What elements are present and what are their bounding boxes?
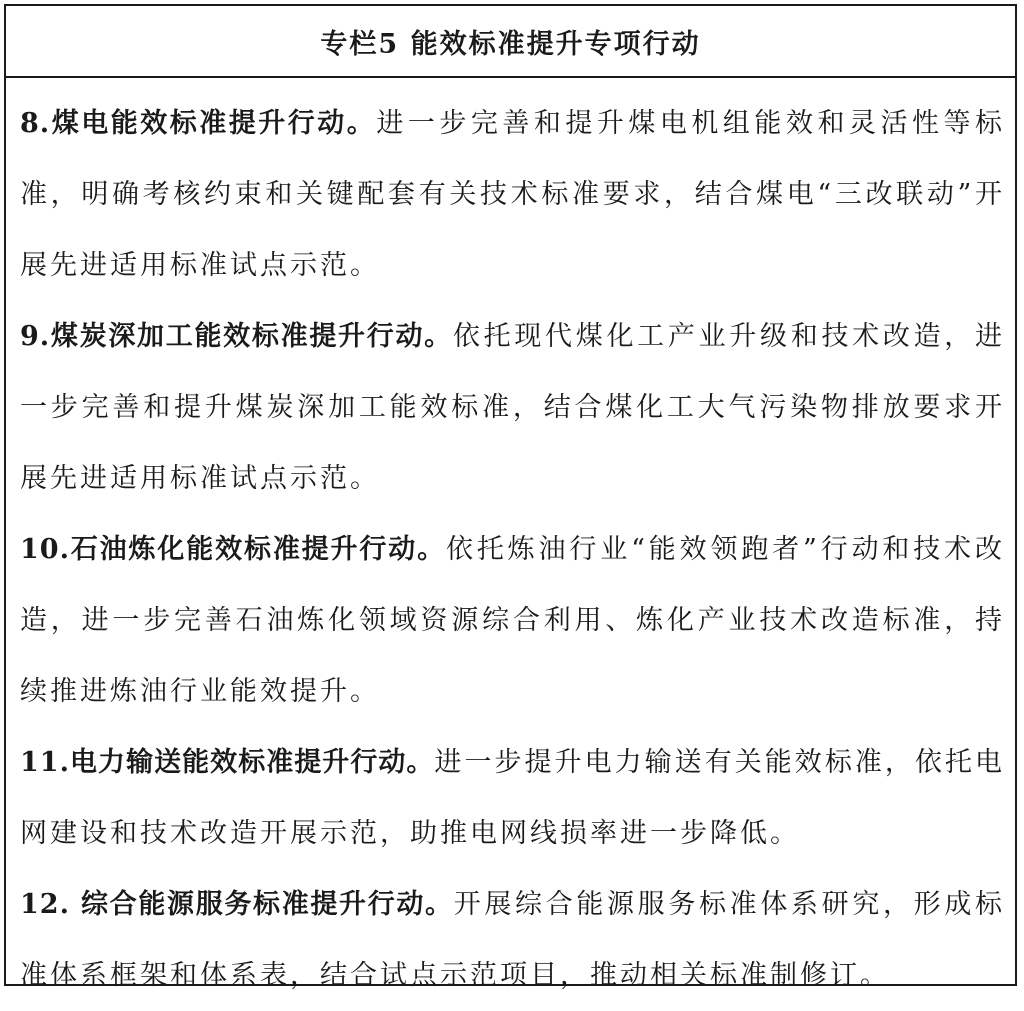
action-item-8 [20, 88, 1005, 301]
special-column-box [4, 4, 1017, 991]
item-title: 12. 综合能源服务标准提升行动。 [20, 889, 454, 920]
action-item-12 [20, 869, 1005, 1011]
item-title: 8.煤电能效标准提升行动。 [20, 108, 377, 139]
item-text: 依托炼油行业“能效领跑者”行动和技术改造，进一步完善石油炼化领域资源综合利用、炼化产业技术改造标准，持续推进炼油行业能效提升。 [20, 534, 1005, 707]
action-item-9 [20, 301, 1005, 514]
box-title: 专栏5 能效标准提升专项行动 [6, 6, 1015, 78]
item-text: 进一步完善和提升煤电机组能效和灵活性等标准，明确考核约束和关键配套有关技术标准要求，结合煤电“三改联动”开展先进适用标准试点示范。 [20, 108, 1006, 281]
item-text: 进一步提升电力输送有关能效标准，依托电网建设和技术改造开展示范，助推电网线损率进一步降低。 [20, 747, 1005, 849]
item-text: 开展综合能源服务标准体系研究，形成标准体系框架和体系表，结合试点示范项目，推动相关标准制修订。 [20, 889, 1005, 991]
action-item-11 [20, 727, 1005, 869]
action-item-10 [20, 514, 1005, 727]
item-title: 11.电力输送能效标准提升行动。 [20, 747, 435, 778]
box-body [6, 78, 1015, 1011]
item-text: 依托现代煤化工产业升级和技术改造，进一步完善和提升煤炭深加工能效标准，结合煤化工大气污染物排放要求开展先进适用标准试点示范。 [20, 321, 1006, 494]
item-title: 10.石油炼化能效标准提升行动。 [20, 534, 446, 565]
item-title: 9.煤炭深加工能效标准提升行动。 [20, 321, 453, 352]
